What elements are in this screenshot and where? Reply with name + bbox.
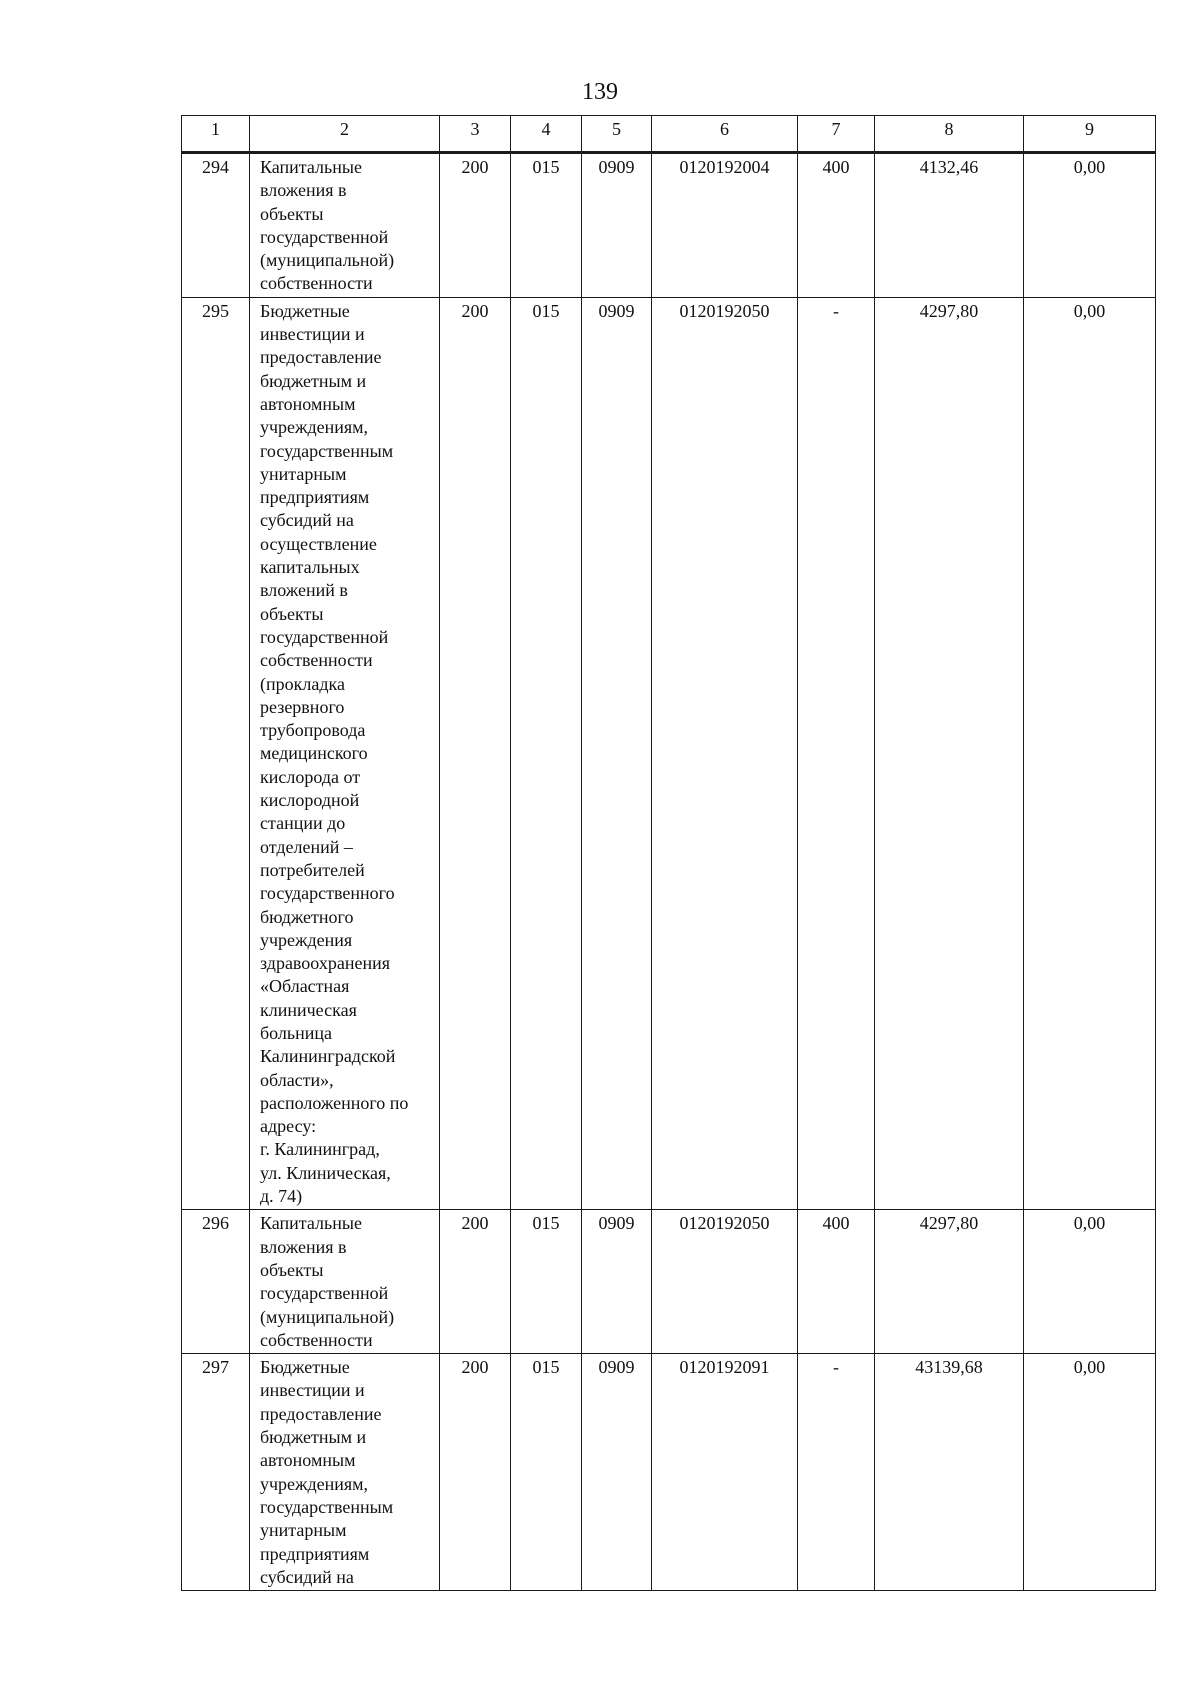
row-col-4: 015 xyxy=(511,1210,582,1354)
header-col-5: 5 xyxy=(582,116,652,153)
row-col-5: 0909 xyxy=(582,297,652,1210)
row-col-8: 4297,80 xyxy=(875,1210,1024,1354)
row-number: 295 xyxy=(182,297,250,1210)
row-col-6: 0120192091 xyxy=(652,1354,798,1591)
row-col-3: 200 xyxy=(440,1210,511,1354)
table-row xyxy=(182,1354,1156,1591)
row-col-3: 200 xyxy=(440,297,511,1210)
row-col-5: 0909 xyxy=(582,153,652,298)
row-col-4: 015 xyxy=(511,1354,582,1591)
row-name: Бюджетные инвестиции и предоставление бюджетным и автономным учреждениям, государственным унитарным предприятиям субсидий на осуществление капитальных вложений в объекты государственной собственности (прокладка резервного трубопровода медицинского кислорода от кислородной станции до отделений – потребителей государственного бюджетного учреждения здравоохранения «Областная клиническая больница Калининградской области», расположенного по адресу: г. Калининград, ул. Клиническая, д. 74) xyxy=(250,297,440,1210)
row-number: 294 xyxy=(182,153,250,298)
row-name: Капитальные вложения в объекты государственной (муниципальной) собственности xyxy=(250,1210,440,1354)
row-col-7: 400 xyxy=(798,1210,875,1354)
row-col-9: 0,00 xyxy=(1024,1354,1156,1591)
header-col-2: 2 xyxy=(250,116,440,153)
row-col-6: 0120192004 xyxy=(652,153,798,298)
row-name: Бюджетные инвестиции и предоставление бюджетным и автономным учреждениям, государственным унитарным предприятиям субсидий на xyxy=(250,1354,440,1591)
row-col-5: 0909 xyxy=(582,1354,652,1591)
row-col-3: 200 xyxy=(440,1354,511,1591)
row-number: 297 xyxy=(182,1354,250,1591)
row-col-7: - xyxy=(798,1354,875,1591)
header-row xyxy=(182,116,1156,153)
header-col-7: 7 xyxy=(798,116,875,153)
budget-table xyxy=(181,115,1156,1591)
row-col-8: 4132,46 xyxy=(875,153,1024,298)
row-col-7: 400 xyxy=(798,153,875,298)
page-number: 139 xyxy=(582,79,618,105)
header-col-3: 3 xyxy=(440,116,511,153)
row-col-8: 43139,68 xyxy=(875,1354,1024,1591)
row-col-6: 0120192050 xyxy=(652,297,798,1210)
row-col-4: 015 xyxy=(511,297,582,1210)
row-col-9: 0,00 xyxy=(1024,297,1156,1210)
table-row xyxy=(182,1210,1156,1354)
row-col-5: 0909 xyxy=(582,1210,652,1354)
row-col-9: 0,00 xyxy=(1024,153,1156,298)
row-name: Капитальные вложения в объекты государственной (муниципальной) собственности xyxy=(250,153,440,298)
row-col-3: 200 xyxy=(440,153,511,298)
row-col-9: 0,00 xyxy=(1024,1210,1156,1354)
row-col-4: 015 xyxy=(511,153,582,298)
header-col-4: 4 xyxy=(511,116,582,153)
row-col-8: 4297,80 xyxy=(875,297,1024,1210)
header-col-1: 1 xyxy=(182,116,250,153)
row-col-7: - xyxy=(798,297,875,1210)
header-col-6: 6 xyxy=(652,116,798,153)
header-col-8: 8 xyxy=(875,116,1024,153)
row-col-6: 0120192050 xyxy=(652,1210,798,1354)
header-col-9: 9 xyxy=(1024,116,1156,153)
row-number: 296 xyxy=(182,1210,250,1354)
table-row xyxy=(182,153,1156,298)
table-row xyxy=(182,297,1156,1210)
